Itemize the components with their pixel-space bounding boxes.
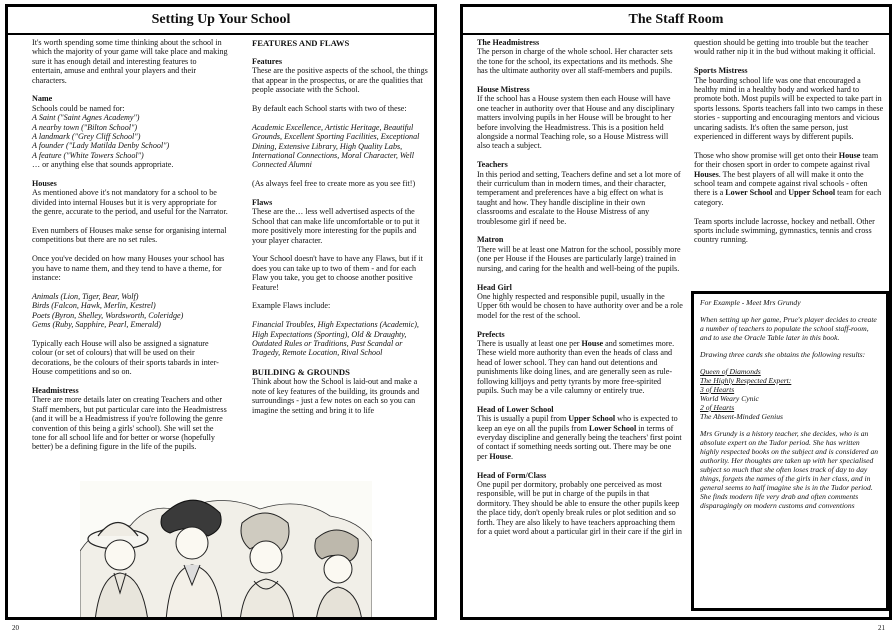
text-run: in terms of everyday discipline and generally being the teachers' first point of contact if something needs sorting out. There may be one per [477,423,682,461]
example-box [691,291,889,611]
continued-paragraph: question should be getting into trouble but the teacher would rather nip it in the bud without making it official. [694,38,876,57]
grounds-heading: BUILDING & GROUNDS [252,367,350,378]
right-page [460,4,892,620]
staff-heading: Matron [477,235,504,245]
name-item: A feature ("White Towers School") [32,150,144,160]
staff-heading: Head Girl [477,282,512,292]
text-run: Those who show promise will get onto their [694,150,839,160]
staff-heading: The Headmistress [477,38,540,47]
staff-paragraph: The person in charge of the whole school. Her character sets the tone for the school, its expectations and its methods. She has the ultimate authority over all staff-members and pupils. [477,47,673,76]
staff-paragraph: If the school has a House system then each House will have one teacher in authority over that House and any disciplinary matters involving pupils in her House will be brought to her before involving the Headmistress. This is a position held alongside a normal Teaching role, so a House Mistress will also teach a subject. [477,94,675,151]
staff-paragraph: One pupil per dormitory, probably one perceived as most responsible, will be put in charge of the pupils in that dormitory. They should be able to ensure the other pupils keep the place tidy, don't openly break rules or plot sedition and so forth. They are also likely to have teachers approaching them for a quiet word about a particular girl in their care if the girl in [477,479,682,537]
text-run-bold: Lower School [725,188,773,198]
staff-heading: Head of Form/Class [477,470,547,480]
house-theme: Gems (Ruby, Sapphire, Pearl, Emerald) [32,320,161,330]
text-run: who is expected to keep an eye on all the pupils from [477,414,678,433]
name-tail: … or anything else that sounds appropriate. [32,160,174,170]
right-page-number: 21 [878,624,885,632]
text-run-bold: House [581,338,604,348]
houses-heading: Houses [32,179,57,189]
card-result: The Absent-Minded Genius [700,412,783,421]
text-run: and [772,188,789,198]
text-run: There is usually at least one per [477,338,582,348]
houses-section [32,179,228,376]
house-theme: Birds (Falcon, Hawk, Merlin, Kestrel) [32,301,156,311]
name-item: A landmark ("Grey Cliff School") [32,132,141,142]
staff-heading: Prefects [477,329,505,339]
flaws-list: Financial Troubles, High Expectations (Academic), High Expectations (Sporting), Old & Draughty, Outdated Rules or Traditions, Past Scandal or Tragedy, Remote Location, Rival School [252,320,419,358]
features-list: Academic Excellence, Artistic Heritage, Beautiful Grounds, Excellent Sporting Facilities, Exceptional Dining, Extensive Library, High Quality Labs, International Connections, Moral Character, Well Connected Alumni [252,122,420,170]
name-item: A founder ("Lady Matilda Denby School") [32,141,170,151]
houses-paragraph: Once you've decided on how many Houses your school has you have to name them, and they tend to have a theme, for instance: [32,254,225,283]
sports-paragraph: Team sports include lacrosse, hockey and netball. Other sports include swimming, gymnastics, tennis and cross country running. [694,216,875,245]
text-run-bold: Upper School [788,188,836,198]
features-paragraph: These are the positive aspects of the school, the things that appear in the prospectus, or are the qualities that people associate with the School. [252,66,428,95]
flaws-paragraph: Example Flaws include: [252,301,331,311]
house-theme: Animals (Lion, Tiger, Bear, Wolf) [32,291,139,301]
staff-heading: Head of Lower School [477,404,554,414]
card-result: Queen of Diamonds [700,367,761,376]
features-heading: Features [252,57,282,66]
staff-paragraph: One highly respected and responsible pupil, usually in the Upper 6th would be chosen to have authority over and be a role model for the rest of the school. [477,291,683,320]
example-paragraph: When setting up her game, Prue's player decides to create a number of teachers to populate the school staff-room, and to use the Oracle Table later in this book. [700,315,877,342]
text-run-bold: Lower School [588,423,637,433]
card-result: The Highly Respected Expert: [700,376,792,385]
text-run-bold: House [838,150,861,160]
text-run-bold: Houses [694,169,719,179]
staff-paragraph [477,414,683,461]
right-column-2 [694,38,884,254]
name-item: A Saint ("Saint Agnes Academy") [32,113,140,123]
example-paragraph: Drawing three cards she obtains the following results: [700,350,866,359]
right-page-header [463,9,889,35]
right-column-1 [477,38,683,546]
text-run: This is usually a pupil from [477,414,569,424]
staff-paragraph [477,339,683,395]
features-paragraph: By default each School starts with two of these: [252,104,407,114]
text-run-bold: Upper School [568,414,616,424]
text-run: team for their chosen sport in order to compete against rival [694,150,879,170]
flaws-paragraph: Your School doesn't have to have any Flaws, but if it does you can take up to two of them - and for each Flaw you take, you get to choose another positive Feature! [252,254,423,292]
example-title: For Example - Meet Mrs Grundy [700,298,801,307]
text-run: . [510,451,513,461]
houses-paragraph: As mentioned above it's not mandatory for a school to be divided into internal Houses but it is very appropriate for the genre, accurate to the period, and useful for the Narrator. [32,188,228,217]
left-page-number: 20 [12,624,19,632]
features-flaws-heading: FEATURES AND FLAWS [252,38,350,48]
card-result: World Weary Cynic [700,394,759,403]
left-column-1 [32,38,228,461]
headmistress-paragraph: There are more details later on creating Teachers and other Staff members, but put particular care into the Headmistress (and it will be a Headmistress if you're following the genre convention of this being a girls' school). She will set the tone for all school life and for better or worse (hopefully better) be a defining figure in the life of the pupils. [32,395,227,452]
houses-paragraph: Typically each House will also be assigned a signature colour (or set of colours) that will be used on their decorations, be the colours of their sports tabards in inter-House competitions and so on. [32,338,219,377]
right-page-title: The Staff Room [628,12,724,27]
example-results [700,367,880,421]
staff-paragraph: There will be at least one Matron for the school, possibly more (one per House if the Houses are particularly large) trained in nursing, and caring for the health and well-being of the pupils. [477,244,681,273]
house-theme: Poets (Byron, Shelley, Wordsworth, Coleridge) [32,310,184,320]
headmistress-heading: Headmistress [32,385,79,395]
schoolgirls-illustration [80,481,372,620]
headmistress-section [32,386,228,452]
flaws-heading: Flaws [252,198,273,208]
text-run: team for each category. [694,188,882,207]
staff-heading: House Mistress [477,85,530,95]
grounds-paragraph: Think about how the School is laid-out and make a note of key features of the building, its grounds and surroundings - just a few notes on each so you can imagine the setting and bring it to life [252,377,420,415]
flaws-paragraph: These are the… less well advertised aspects of the School that can make life uncomfortable or to put it more positively more interesting for the pupils and your player character. [252,207,420,245]
sports-paragraph [694,151,884,207]
intro-paragraph: It's worth spending some time thinking about the school in which the majority of your game will take place and making sure it has enough detail and interesting features to entertain, amuse and enthral your players and their characters. [32,38,228,85]
name-heading: Name [32,94,53,104]
left-page [5,4,437,620]
left-page-title: Setting Up Your School [151,12,291,27]
text-run: . The best players of all will make it onto the school team and compete against rival schools - often there is a [694,169,868,198]
sports-heading: Sports Mistress [694,66,748,76]
card-result: 3 of Hearts [700,385,735,394]
sports-paragraph: The boarding school life was one that encouraged a healthy mind in a healthy body and worked hard to promote both. Most pupils will be expected to take part in sports lessons. Sports teachers fall into two camps in these stories - supporting and encouraging mentors and vicious uncaring sadists. It's often the same person, just experienced in different ways by different pupils. [694,75,884,142]
text-run: and sometimes more. These wield more authority than even the heads of class and head of lower school. They can hand out detentions and punishments like doing lines, and are generally seen as rule-following killjoys and petty tyrants by more free-spirited pupils. Such may be a vile calumny or entirely true. [477,338,675,395]
name-section [32,94,228,169]
house-themes [32,292,228,330]
staff-paragraph: In this period and setting, Teachers define and set a lot more of their curriculum than in modern times, and their character, temperament and preferences have a big effect on what is taught and how. They handle discipline in their own classrooms and escalate to the House Mistress of any troublesome girl if need be. [477,169,681,226]
features-paragraph: (As always feel free to create more as you see fit!) [252,179,416,189]
card-result: 2 of Hearts [700,403,735,412]
text-run-bold: House [489,451,511,461]
left-column-2 [252,38,428,424]
name-item: A nearby town ("Bilton School") [32,122,138,132]
left-page-header [8,9,434,35]
name-lead: Schools could be named for: [32,103,125,113]
houses-paragraph: Even numbers of Houses make sense for organising internal competitions but there are no set rules. [32,226,227,245]
example-paragraph: Mrs Grundy is a history teacher, she decides, who is an absolute expert on the Tudor period. She has written highly respected books on the subject and is considered an authority. Her thoughts are taken up with her specialised subject so much that she often loses track of day to day things, forgets the names of the girls in her class, and in general seems to half imagine she is in the Tudor period. She finds modern life very drab and often comments disparagingly on modern customs and conventions [700,429,879,510]
staff-heading: Teachers [477,160,508,170]
